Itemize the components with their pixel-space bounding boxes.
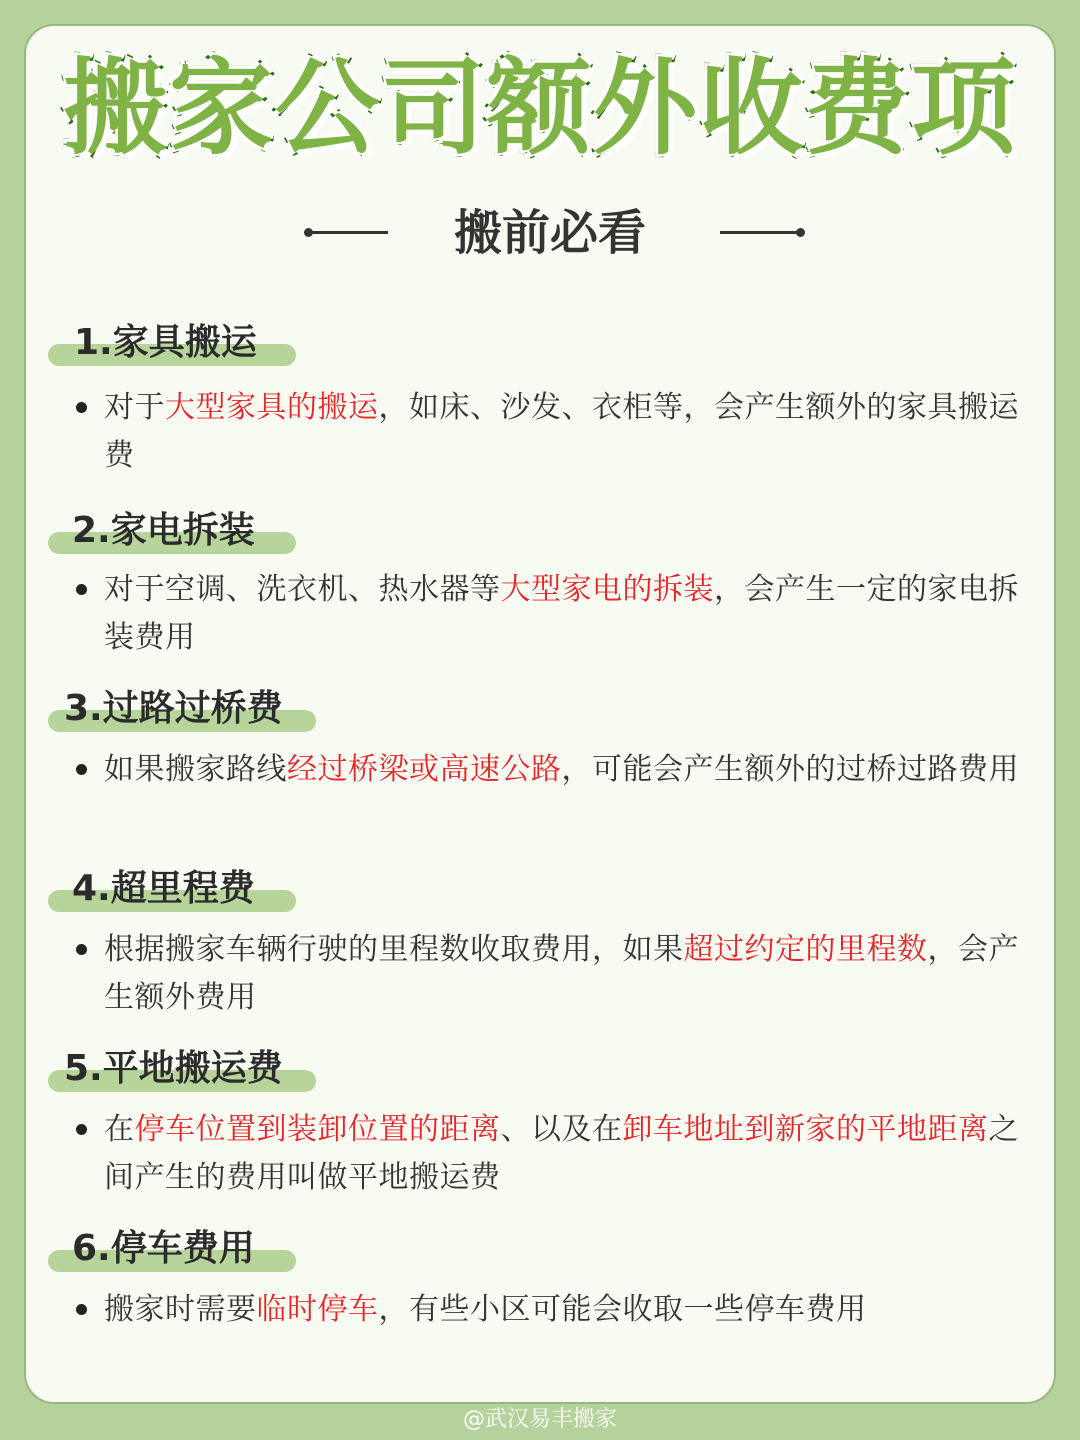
- body-text-run: 如果搬家路线: [104, 752, 287, 787]
- section-heading: 6.停车费用: [72, 1228, 255, 1269]
- section-heading: 2.家电拆装: [72, 510, 255, 551]
- highlighted-text: 卸车地址到新家的平地距离: [622, 1112, 989, 1147]
- divider-dot-right: [796, 228, 805, 237]
- highlighted-text: 大型家具的搬运: [165, 390, 379, 425]
- section-body: [104, 566, 1034, 662]
- bullet-dot: [76, 402, 87, 413]
- section-heading: 3.过路过桥费: [64, 688, 283, 729]
- body-text-run: 、以及在: [500, 1112, 623, 1147]
- highlighted-text: 临时停车: [256, 1292, 379, 1327]
- subtitle-row: [0, 198, 1080, 268]
- highlighted-text: 停车位置到装卸位置的距离: [134, 1112, 501, 1147]
- section-body: [104, 1106, 1034, 1202]
- watermark: @武汉易丰搬家: [462, 1407, 617, 1432]
- section-body: [104, 1286, 1034, 1334]
- body-text-run: 对于空调、洗衣机、热水器等: [104, 572, 501, 607]
- divider-line-left: [308, 231, 388, 234]
- body-text-run: ，会产生额外费用: [104, 932, 1019, 1015]
- highlighted-text: 经过桥梁或高速公路: [287, 752, 562, 787]
- bullet-dot: [76, 764, 87, 775]
- body-text-run: 对于: [104, 390, 165, 425]
- page-title: 搬家公司额外收费项: [62, 47, 1017, 169]
- section-heading: 4.超里程费: [72, 868, 255, 909]
- section-body: [104, 384, 1034, 480]
- section-body: [104, 746, 1034, 794]
- bullet-dot: [76, 1304, 87, 1315]
- subtitle: 搬前必看: [453, 205, 646, 261]
- bullet-dot: [76, 944, 87, 955]
- highlighted-text: 大型家电的拆装: [500, 572, 714, 607]
- body-text-run: ，会产生一定的家电拆装费用: [104, 572, 1019, 655]
- body-text-run: ，可能会产生额外的过桥过路费用: [561, 752, 1019, 787]
- section-heading: 1.家具搬运: [74, 322, 257, 363]
- section-body: [104, 926, 1034, 1022]
- body-text-run: 之间产生的费用叫做平地搬运费: [104, 1112, 1019, 1195]
- body-text-run: 根据搬家车辆行驶的里程数收取费用，如果: [104, 932, 684, 967]
- highlighted-text: 超过约定的里程数: [683, 932, 928, 967]
- body-text-run: 在: [104, 1112, 135, 1147]
- body-text-run: ，如床、沙发、衣柜等，会产生额外的家具搬运费: [104, 390, 1019, 473]
- divider-line-right: [720, 231, 800, 234]
- section-heading: 5.平地搬运费: [64, 1048, 283, 1089]
- bullet-dot: [76, 584, 87, 595]
- body-text-run: ，有些小区可能会收取一些停车费用: [378, 1292, 867, 1327]
- body-text-run: 搬家时需要: [104, 1292, 257, 1327]
- bullet-dot: [76, 1124, 87, 1135]
